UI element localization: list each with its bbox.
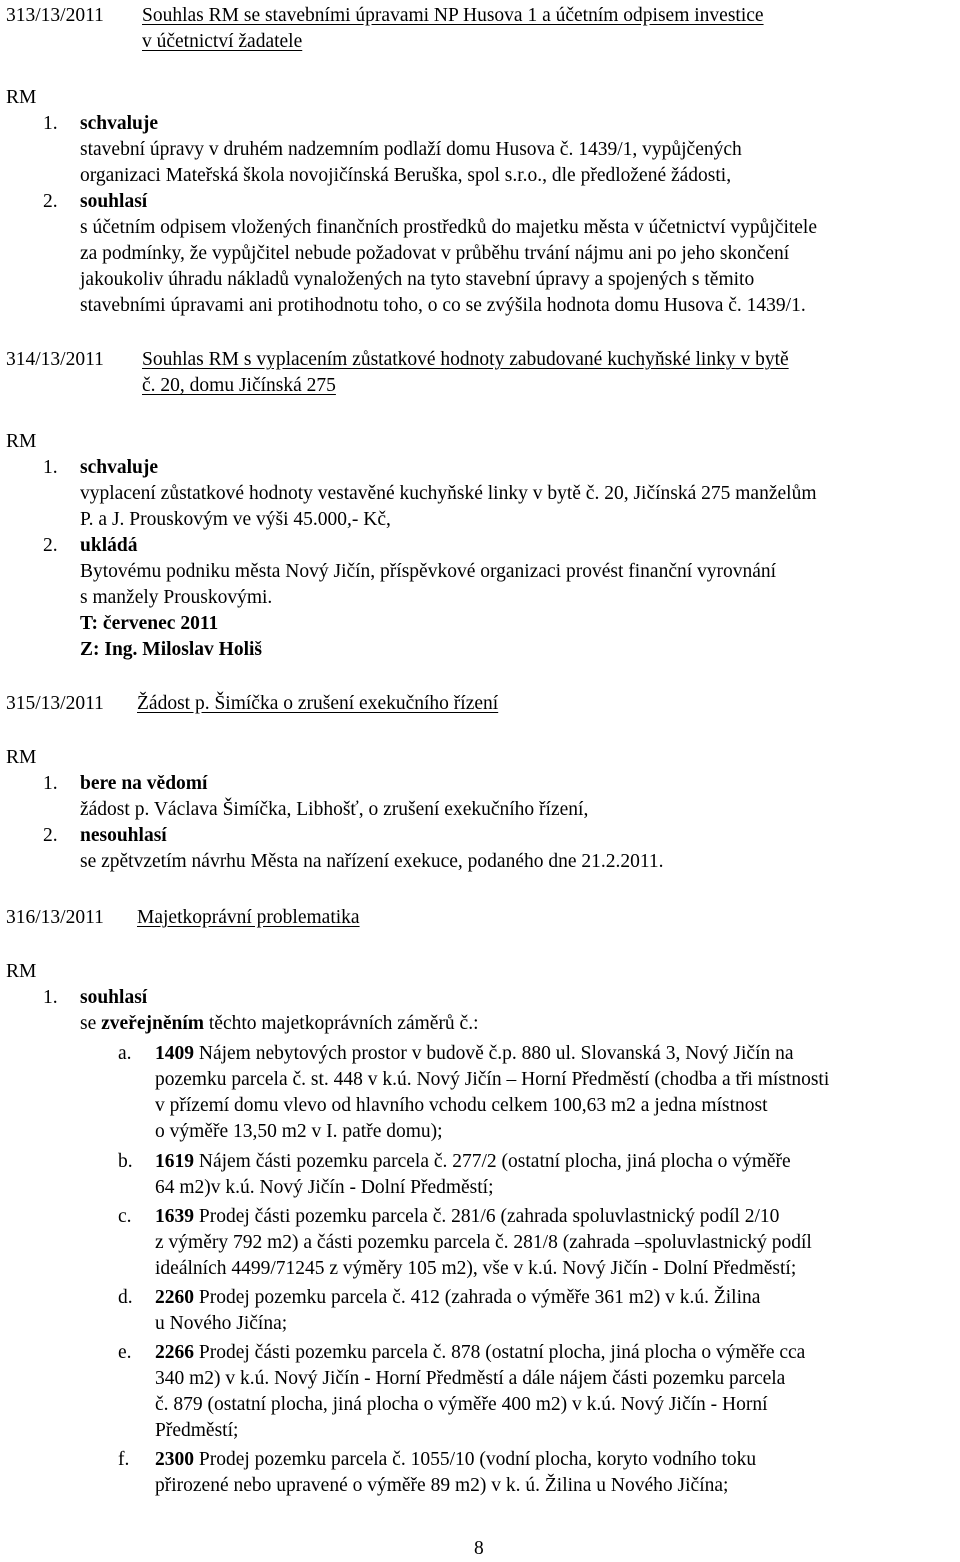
item-text: stavebními úpravami ani protihodnotu toho, o co se zvýšila hodnota domu Husova č. 1439/1. [80,295,806,316]
resolution-314-title: Souhlas RM s vyplacením zůstatkové hodnoty zabudované kuchyňské linky v bytě [142,349,789,370]
item-number: 2. [43,535,58,556]
item-text: žádost p. Václava Šimíčka, Libhošť, o zrušení exekučního řízení, [80,799,589,820]
subitem-line: z výměry 792 m2) a části pozemku parcela č. 281/8 (zahrada –spoluvlastnický podíl [155,1232,812,1253]
resolution-314-number: 314/13/2011 [6,349,104,370]
subitem-text [155,1203,779,1230]
subitem-text [155,1446,756,1473]
item-text: Bytovému podniku města Nový Jičín, příspěvkové organizaci provést finanční vyrovnání [80,561,777,582]
deadline: T: červenec 2011 [80,613,219,634]
subitem-letter: e. [118,1342,132,1363]
page-number: 8 [474,1538,484,1559]
item-intro [80,1010,479,1037]
subitem-letter: c. [118,1206,132,1227]
rm-label: RM [6,961,37,982]
item-text: stavební úpravy v druhém nadzemním podlaží domu Husova č. 1439/1, vypůjčených [80,139,742,160]
rm-label: RM [6,747,37,768]
intro-post: těchto majetkoprávních záměrů č.: [208,1013,479,1034]
subitem-text [155,1339,805,1366]
subitem-line: Prodej části pozemku parcela č. 878 (ostatní plocha, jiná plocha o výměře cca [198,1342,806,1363]
intro-bold: zveřejněním [101,1013,204,1034]
responsible-person: Z: Ing. Miloslav Holiš [80,639,263,660]
item-text: vyplacení zůstatkové hodnoty vestavěné kuchyňské linky v bytě č. 20, Jičínská 275 manželům [80,483,817,504]
subitem-line: o výměře 13,50 m2 v I. patře domu); [155,1121,443,1142]
item-verb: schvaluje [80,113,158,134]
item-text: s účetním odpisem vložených finančních prostředků do majetku města v účetnictví vypůjčitele [80,217,818,238]
item-number: 2. [43,191,58,212]
item-text: za podmínky, že vypůjčitel nebude požadovat v průběhu trvání nájmu ani po jeho skončení [80,243,790,264]
resolution-number: 313/13/2011 [6,5,104,26]
resolution-313-header [6,2,104,29]
subitem-line: Prodej části pozemku parcela č. 281/6 (zahrada spoluvlastnický podíl 2/10 [198,1206,780,1227]
subitem-letter: d. [118,1287,133,1308]
item-number: 1. [43,457,58,478]
item-verb: bere na vědomí [80,773,208,794]
resolution-315-number: 315/13/2011 [6,693,104,714]
subitem-line: u Nového Jičína; [155,1313,288,1334]
item-text: s manžely Prouskovými. [80,587,273,608]
subitem-line: ideálních 4499/71245 z výměry 105 m2), vše v k.ú. Nový Jičín - Dolní Předměstí; [155,1258,797,1279]
item-number: 1. [43,987,58,1008]
subitem-code: 2260 [155,1287,194,1308]
subitem-line: Nájem části pozemku parcela č. 277/2 (ostatní plocha, jiná plocha o výměře [198,1151,791,1172]
item-text: P. a J. Prouskovým ve výši 45.000,- Kč, [80,509,391,530]
subitem-line: Prodej pozemku parcela č. 412 (zahrada o výměře 361 m2) v k.ú. Žilina [198,1287,761,1308]
resolution-313-title-cont: v účetnictví žadatele [142,31,303,52]
item-text: jakoukoliv úhradu nákladů vynaložených na tyto stavební úpravy a spojených s těmito [80,269,755,290]
subitem-line: 340 m2) v k.ú. Nový Jičín - Horní Předměstí a dále nájem části pozemku parcela [155,1368,786,1389]
item-verb: nesouhlasí [80,825,167,846]
item-number: 2. [43,825,58,846]
subitem-code: 2300 [155,1449,194,1470]
subitem-line: pozemku parcela č. st. 448 v k.ú. Nový Jičín – Horní Předměstí (chodba a tři místnosti [155,1069,830,1090]
subitem-line: v přízemí domu vlevo od hlavního vchodu celkem 100,63 m2 a jedna místnost [155,1095,768,1116]
item-verb: souhlasí [80,987,148,1008]
resolution-316-title: Majetkoprávní problematika [137,907,360,928]
subitem-line: Předměstí; [155,1420,239,1441]
subitem-letter: f. [118,1449,130,1470]
subitem-code: 1409 [155,1043,194,1064]
resolution-314-title-cont: č. 20, domu Jičínská 275 [142,375,336,396]
intro-pre: se [80,1013,97,1034]
item-verb: schvaluje [80,457,158,478]
subitem-line: č. 879 (ostatní plocha, jiná plocha o výměře 400 m2) v k.ú. Nový Jičín - Horní [155,1394,768,1415]
subitem-line: přirozené nebo upravené o výměře 89 m2) v k. ú. Žilina u Nového Jičína; [155,1475,729,1496]
subitem-line: Prodej pozemku parcela č. 1055/10 (vodní plocha, koryto vodního toku [198,1449,757,1470]
subitem-code: 2266 [155,1342,194,1363]
resolution-316-number: 316/13/2011 [6,907,104,928]
subitem-letter: a. [118,1043,132,1064]
item-text: organizaci Mateřská škola novojičínská Beruška, spol s.r.o., dle předložené žádosti, [80,165,732,186]
rm-label: RM [6,431,37,452]
subitem-line: Nájem nebytových prostor v budově č.p. 880 ul. Slovanská 3, Nový Jičín na [198,1043,794,1064]
resolution-313-title: Souhlas RM se stavebními úpravami NP Husova 1 a účetním odpisem investice [142,5,764,26]
item-verb: ukládá [80,535,138,556]
subitem-letter: b. [118,1151,133,1172]
subitem-text [155,1284,760,1311]
item-verb: souhlasí [80,191,148,212]
subitem-line: 64 m2)v k.ú. Nový Jičín - Dolní Předměstí; [155,1177,494,1198]
item-text: se zpětvzetím návrhu Města na nařízení exekuce, podaného dne 21.2.2011. [80,851,664,872]
subitem-code: 1619 [155,1151,194,1172]
rm-label: RM [6,87,37,108]
subitem-code: 1639 [155,1206,194,1227]
subitem-text [155,1148,791,1175]
subitem-text [155,1040,794,1067]
item-number: 1. [43,113,58,134]
resolution-315-title: Žádost p. Šimíčka o zrušení exekučního řízení [137,693,499,714]
item-number: 1. [43,773,58,794]
